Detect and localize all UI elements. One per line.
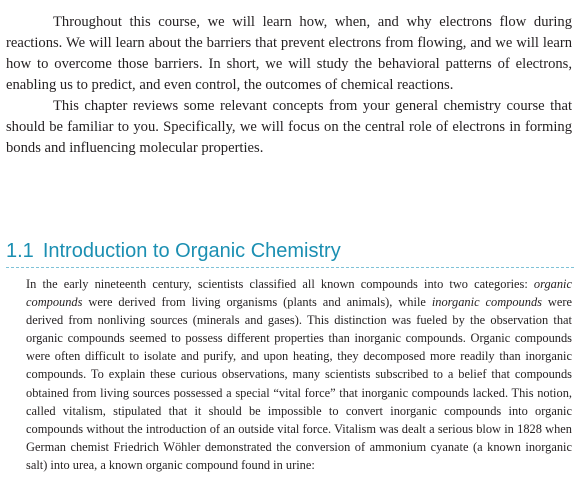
intro-paragraph-1: Throughout this course, we will learn how, when, and why electrons flow during reactions. We will learn about the barriers that prevent electrons from flowing, and we will learn how to overcome those barriers. In short, we will study the behavioral patterns of electrons, enabling us to predict, and even control, the outcomes of chemical reactions.: [6, 14, 572, 93]
chapter-introduction: [6, 12, 572, 159]
section-body: [26, 275, 572, 474]
section-title: Introduction to Organic Chemistry: [42, 240, 341, 262]
body-text-segment-1: In the early nineteenth century, scientists classified all known compounds into two categories:: [26, 277, 534, 291]
section-number: 1.1: [6, 240, 34, 262]
intro-paragraph-2: This chapter reviews some relevant concepts from your general chemistry course that should be familiar to you. Specifically, we will focus on the central role of electrons in forming bonds and influencing molecular properties.: [6, 98, 572, 156]
section-paragraph: [26, 275, 572, 474]
term-inorganic-compounds: inorganic compounds: [431, 295, 542, 310]
section-heading: [6, 238, 574, 264]
section-heading-rule: [6, 267, 574, 268]
body-text-segment-2: were derived from living organisms (plants and animals), while: [82, 295, 432, 310]
body-text-segment-3: were derived from nonliving sources (minerals and gases). This distinction was fueled by the observation that organic compounds seemed to possess different properties than inorganic compounds. Organic compounds were often difficult to isolate and purify, and upon heating, they decomposed more readily than inorganic compounds. To explain these curious observations, many scientists subscribed to a belief that compounds obtained from living sources possessed a special “vital force” that inorganic compounds lacked. This notion, called vitalism, stipulated that it should be impossible to convert inorganic compounds into organic compounds without the introduction of an outside vital force. Vitalism was dealt a serious blow in 1828 when German chemist Friedrich Wöhler demonstrated the conversion of ammonium cyanate (a known inorganic salt) into urea, a known organic compound found in urine:: [26, 295, 572, 472]
term-organic-compounds: organic compounds: [26, 277, 572, 310]
